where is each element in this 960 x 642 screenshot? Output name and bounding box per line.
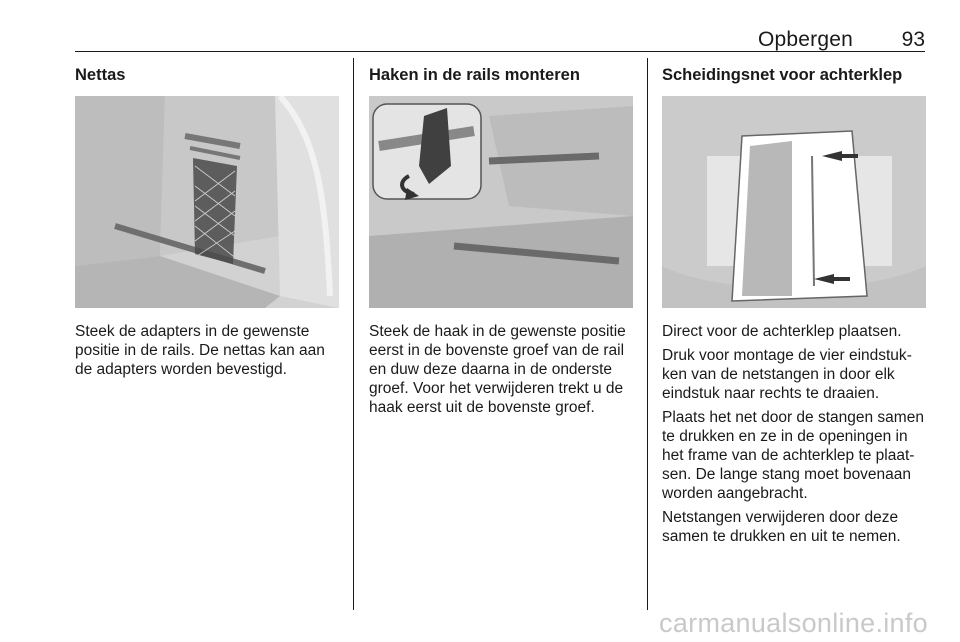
section-haken-rails [369,64,633,422]
section-heading: Haken in de rails monteren [369,66,580,84]
illustration-tailgate-net [662,96,926,308]
section-scheidingsnet [662,64,926,551]
body-paragraph: Steek de haak in de gewenste positie eerst in de bovenste groef van de rail en duw deze daarna in de onderste groef. Voor het verwijderen trekt u de haak eerst uit de bovenste groef. [369,323,626,416]
body-paragraph: Plaats het net door de stangen samen te drukken en ze in de openingen in het frame van de achterklep te plaatsen. De lange stang moet bovenaan worden aangebracht. [662,409,924,502]
section-nettas [75,64,339,384]
trunk-net-bag-drawing [75,96,339,308]
page-header [75,27,925,52]
tailgate-net-drawing [662,96,926,308]
body-paragraph: Netstangen verwijderen door deze samen te drukken en uit te nemen. [662,509,901,545]
page-title: Opbergen [757,28,853,51]
section-heading: Nettas [75,66,126,84]
section-heading: Scheidingsnet voor achterklep [662,66,903,84]
body-paragraph: Druk voor montage de vier eindstukken van de netstangen in door elk eindstuk naar rechts te draaien. [662,347,912,402]
body-paragraph: Steek de adapters in de gewenste positie in de rails. De nettas kan aan de adapters worden bevestigd. [75,323,325,378]
column-divider [647,58,648,610]
column-divider [353,58,354,610]
watermark: carmanualsonline.info [659,608,928,638]
page-number: 93 [901,28,925,51]
illustration-trunk-net-bag [75,96,339,308]
rail-hook-drawing [369,96,633,308]
illustration-rail-hook [369,96,633,308]
body-paragraph: Direct voor de achterklep plaatsen. [662,323,902,340]
